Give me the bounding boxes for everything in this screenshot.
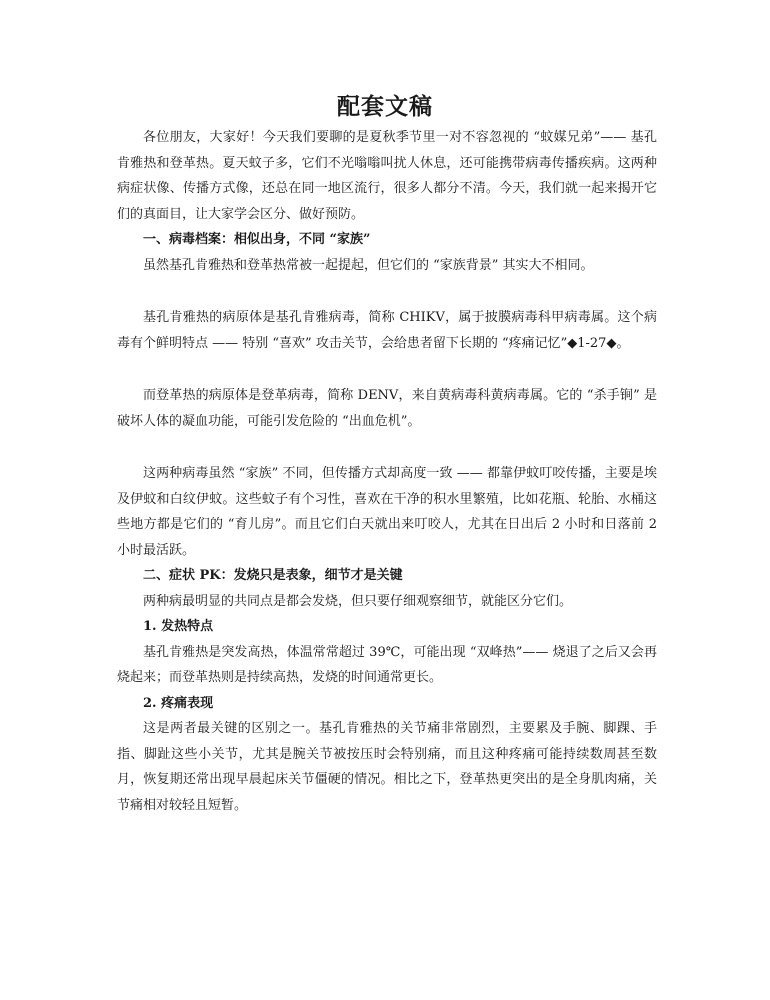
section-heading-symptoms: 二、症状 PK：发烧只是表象，细节才是关键 [143,568,403,583]
symptoms-intro-paragraph: 两种病最明显的共同点是都会发烧，但只要仔细观察细节，就能区分它们。 [143,593,573,609]
transmission-paragraph: 这两种病毒虽然 “家族” 不同，但传播方式却高度一致 —— 都靠伊蚊叮咬传播，主要是埃及伊蚊和白纹伊蚊。这些蚊子有个习性，喜欢在干净的积水里繁殖，比如花瓶、轮胎、水桶这些地方都是它们的 “育儿房”。而且它们白天就出来叮咬人，尤其在日出后 2 小时和日落前 2 小时最活跃。 [117,466,657,558]
denv-paragraph: 而登革热的病原体是登革病毒，简称 DENV，来自黄病毒科黄病毒属。它的 “杀手锏” 是破坏人体的凝血功能，可能引发危险的 “出血危机”。 [117,388,657,429]
paragraph-spacer [117,434,657,461]
paragraph-spacer [117,278,657,305]
subheading-fever: 1. 发热特点 [143,619,214,634]
virus-profile-intro-paragraph: 虽然基孔肯雅热和登革热常被一起提起，但它们的 “家族背景” 其实大不相同。 [143,257,594,273]
intro-paragraph: 各位朋友，大家好！今天我们要聊的是夏秋季节里一对不容忽视的 “蚊媒兄弟”—— 基孔肯雅热和登革热。夏天蚊子多，它们不光嗡嗡叫扰人休息，还可能携带病毒传播疾病。这两种病症状像、传播方式像，还总在同一地区流行，很多人都分不清。今天，我们就一起来揭开它们的真面目，让大家学会区分、做好预防。 [117,130,657,222]
fever-paragraph: 基孔肯雅热是突发高热，体温常常超过 39℃，可能出现 “双峰热”—— 烧退了之后又会再烧起来；而登革热则是持续高热，发烧的时间通常更长。 [117,644,657,685]
paragraph-spacer [117,356,657,383]
document-body [117,125,657,818]
subheading-pain: 2. 疼痛表现 [143,695,214,711]
section-heading-virus-profile: 一、病毒档案：相似出身，不同 “家族” [143,232,371,247]
document-title: 配套文稿 [337,94,433,120]
pain-paragraph: 这是两者最关键的区别之一。基孔肯雅热的关节痛非常剧烈，主要累及手腕、脚踝、手指、脚趾这些小关节，尤其是腕关节被按压时会特别痛，而且这种疼痛可能持续数周甚至数月，恢复期还常出现早晨起床关节僵硬的情况。相比之下，登革热更突出的是全身肌肉痛，关节痛相对较轻且短暂。 [117,721,657,813]
chikv-paragraph: 基孔肯雅热的病原体是基孔肯雅病毒，简称 CHIKV，属于披膜病毒科甲病毒属。这个病毒有个鲜明特点 —— 特别 “喜欢” 攻击关节，会给患者留下长期的 “疼痛记忆”◆1-27◆。 [117,310,657,351]
